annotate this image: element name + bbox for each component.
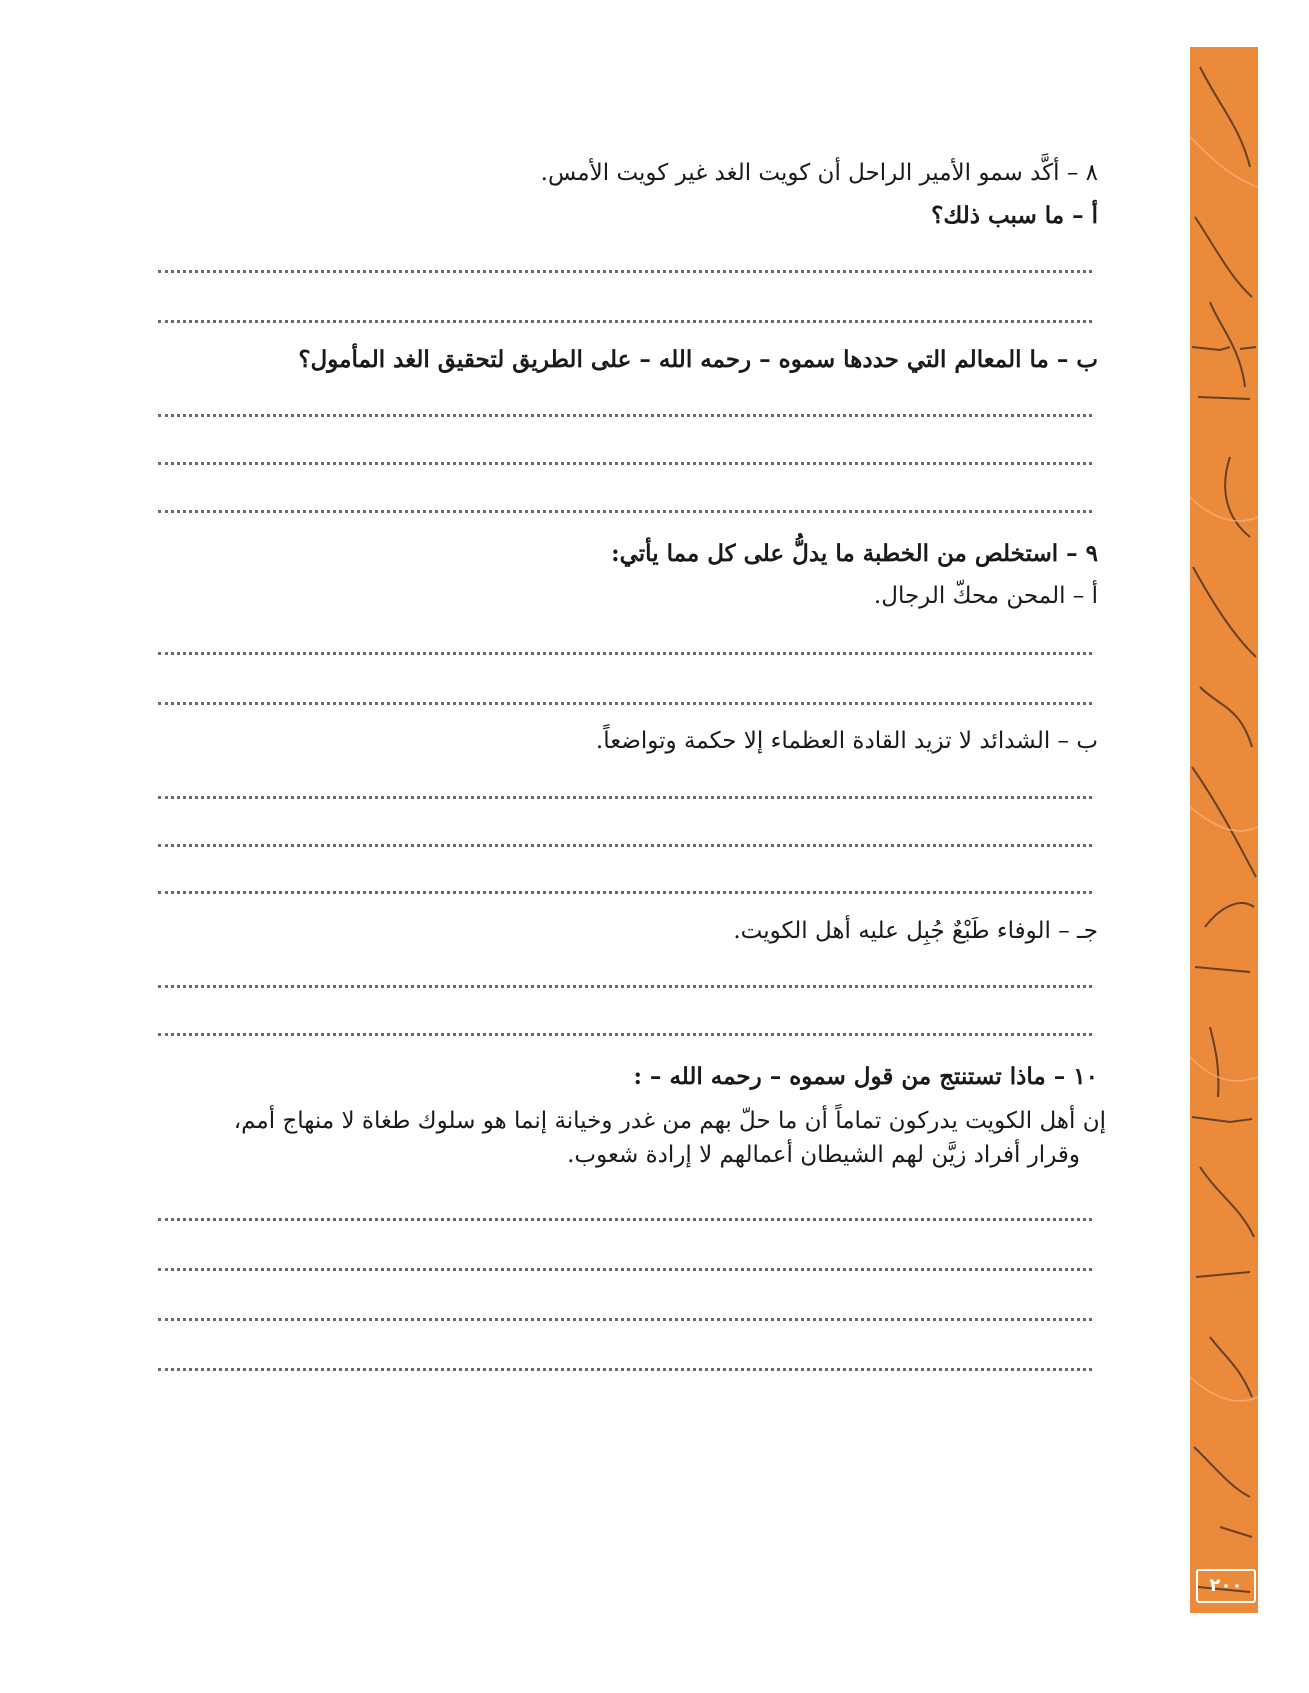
answer-line[interactable] bbox=[158, 1218, 1092, 1221]
answer-line[interactable] bbox=[158, 796, 1092, 799]
answer-line[interactable] bbox=[158, 1268, 1092, 1271]
question-10-quote-line-2: وقرار أفراد زيَّن لهم الشيطان أعمالهم لا إرادة شعوب. bbox=[567, 1142, 1080, 1168]
question-10-quote-line-1: إن أهل الكويت يدركون تماماً أن ما حلّ بهم من غدر وخيانة إنما هو سلوك طغاة لا منهاج أمم، bbox=[233, 1108, 1106, 1134]
answer-line[interactable] bbox=[158, 320, 1092, 323]
answer-line[interactable] bbox=[158, 510, 1092, 513]
question-10-stem: ١٠ – ماذا تستنتج من قول سموه – رحمه الله – : bbox=[633, 1063, 1098, 1090]
answer-line[interactable] bbox=[158, 270, 1092, 273]
question-9-stem: ٩ – استخلص من الخطبة ما يدلُّ على كل مما يأتي: bbox=[611, 540, 1098, 567]
answer-line[interactable] bbox=[158, 1368, 1092, 1371]
answer-line[interactable] bbox=[158, 891, 1092, 894]
decorative-side-strip bbox=[1190, 47, 1258, 1613]
question-9-part-b: ب – الشدائد لا تزيد القادة العظماء إلا حكمة وتواضعاً. bbox=[595, 728, 1098, 754]
page-number: ٢٠٠ bbox=[1196, 1569, 1256, 1603]
question-8-stem: ٨ – أكَّد سمو الأمير الراحل أن كويت الغد غير كويت الأمس. bbox=[540, 160, 1098, 186]
answer-line[interactable] bbox=[158, 1033, 1092, 1036]
answer-line[interactable] bbox=[158, 1318, 1092, 1321]
question-9-part-a: أ – المحن محكّ الرجال. bbox=[873, 583, 1098, 609]
strip-pattern-icon bbox=[1190, 47, 1258, 1613]
answer-line[interactable] bbox=[158, 462, 1092, 465]
answer-line[interactable] bbox=[158, 985, 1092, 988]
question-8-part-b: ب – ما المعالم التي حددها سموه – رحمه الله – على الطريق لتحقيق الغد المأمول؟ bbox=[298, 346, 1098, 373]
answer-line[interactable] bbox=[158, 844, 1092, 847]
answer-line[interactable] bbox=[158, 702, 1092, 705]
answer-line[interactable] bbox=[158, 414, 1092, 417]
answer-line[interactable] bbox=[158, 652, 1092, 655]
question-8-part-a: أ – ما سبب ذلك؟ bbox=[931, 202, 1098, 229]
question-9-part-c: جـ – الوفاء طَبْعٌ جُبِل عليه أهل الكويت. bbox=[733, 918, 1098, 944]
